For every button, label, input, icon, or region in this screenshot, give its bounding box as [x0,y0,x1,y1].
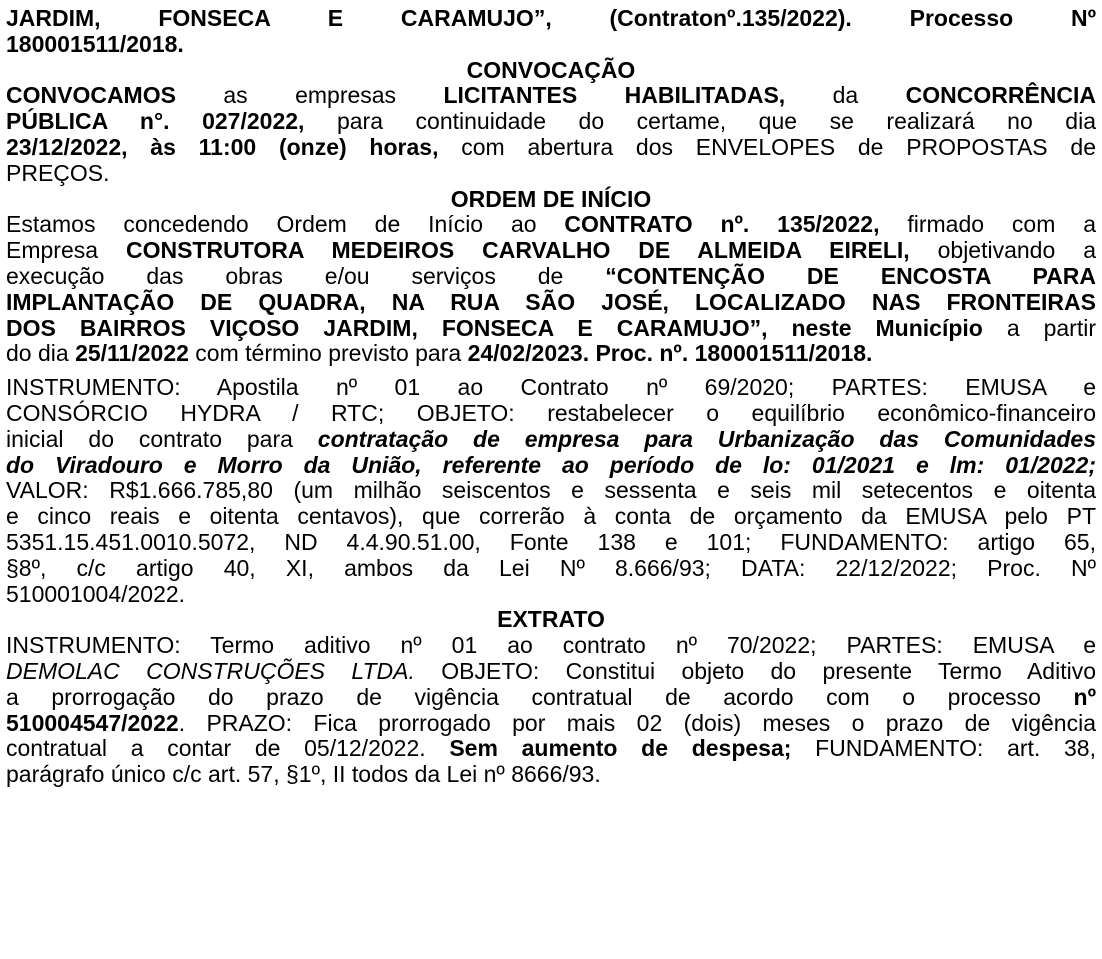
bold-text: CONSTRUTORA MEDEIROS CARVALHO DE ALMEIDA EIRELI, [125,237,910,264]
text: FUNDAMENTO: art. 38, [791,735,1096,762]
text-line [6,32,1096,58]
text: execução das obras e/ou serviços de [6,262,606,289]
document-page [6,6,1096,788]
text-line [6,375,1096,401]
text: CONSÓRCIO HYDRA / RTC; OBJETO: restabelecer o equilíbrio econômico-financeiro [6,399,1096,426]
text-line [6,109,1096,135]
text: com término previsto para [188,340,468,367]
section-heading: EXTRATO [497,606,605,633]
text-line [6,290,1096,316]
text-line [6,83,1096,109]
top-continuation-block [6,6,1096,58]
text: INSTRUMENTO: Termo aditivo nº 01 ao contrato nº 70/2022; PARTES: EMUSA e [6,632,1096,659]
extrato-section [6,607,1096,788]
bold-text: CONCORRÊNCIA [905,82,1097,109]
text: 510001004/2022. [6,580,186,607]
text: Empresa [6,237,126,264]
text: INSTRUMENTO: Apostila nº 01 ao Contrato nº 69/2020; PARTES: EMUSA e [6,374,1096,401]
bold-text: CONTRATO nº. 135/2022, [564,211,880,238]
text-line [6,504,1096,530]
bold-text: 23/12/2022, às 11:00 (onze) horas, [6,133,439,160]
bold-text: PÚBLICA n°. 027/2022, [6,108,305,135]
text: . PRAZO: Fica prorrogado por mais 02 (dois) meses o prazo de vigência [178,709,1096,736]
bold-text: nº [1073,683,1096,710]
text-line [6,685,1096,711]
bold-text: DOS BAIRROS VIÇOSO JARDIM, FONSECA E CARAMUJO”, neste Município [6,314,983,341]
text: PREÇOS. [6,159,110,186]
text-line [6,478,1096,504]
text-line [6,401,1096,427]
text: objetivando a [909,237,1096,264]
convocacao-section [6,58,1096,187]
text: para continuidade do certame, que se realizará no dia [304,108,1096,135]
text-line [6,762,1096,788]
section-heading: CONVOCAÇÃO [466,56,636,83]
text-line [6,659,1096,685]
text-line [6,264,1096,290]
bold-italic-text: do Viradouro e Morro da União, referente ao período de lo: 01/2021 e lm: 01/2022; [6,451,1096,478]
text-line [6,633,1096,659]
text-line [6,453,1096,479]
text-line [6,316,1096,342]
text-line [6,6,1096,32]
bold-text: IMPLANTAÇÃO DE QUADRA, NA RUA SÃO JOSÉ, LOCALIZADO NAS FRONTEIRAS [6,288,1096,315]
text-line [6,556,1096,582]
text: contratual a contar de 05/12/2022. [6,735,450,762]
text: §8º, c/c artigo 40, XI, ambos da Lei Nº 8.666/93; DATA: 22/12/2022; Proc. Nº [6,554,1096,581]
text-line [6,238,1096,264]
text: VALOR: R$1.666.785,80 (um milhão seiscentos e sessenta e seis mil setecentos e oitenta [6,477,1096,504]
text-line [6,711,1096,737]
text-line [6,530,1096,556]
bold-text: 180001511/2018. [6,30,184,57]
text-line [6,341,1096,367]
text-line [6,135,1096,161]
text: firmado com a [879,211,1097,238]
bold-text: 24/02/2023. Proc. nº. 180001511/2018. [467,340,873,367]
text: com abertura dos ENVELOPES de PROPOSTAS de [438,133,1097,160]
bold-text: 25/11/2022 [75,340,189,367]
text: 5351.15.451.0010.5072, ND 4.4.90.51.00, Fonte 138 e 101; FUNDAMENTO: artigo 65, [6,528,1096,555]
text-line [6,736,1096,762]
text: inicial do contrato para [6,425,318,452]
text-line [6,212,1096,238]
text: do dia [6,340,76,367]
text-line [6,161,1096,187]
text: a prorrogação do prazo de vigência contratual de acordo com o processo [6,683,1074,710]
text: OBJETO: Constitui objeto do presente Termo Aditivo [414,657,1096,684]
ordem-de-inicio-section [6,187,1096,368]
text: da [785,82,906,109]
text-line [6,427,1096,453]
bold-text: Sem aumento de despesa; [449,735,792,762]
section-heading: ORDEM DE INÍCIO [450,185,652,212]
text: a partir [982,314,1096,341]
bold-text: “CONTENÇÃO DE ENCOSTA PARA [605,262,1096,289]
bold-text: LICITANTES HABILITADAS, [443,82,786,109]
text: as empresas [175,82,444,109]
text-line [6,582,1096,608]
bold-italic-text: contratação de empresa para Urbanização das Comunidades [317,425,1096,452]
bold-text: 510004547/2022 [6,709,179,736]
bold-text: CONVOCAMOS [6,82,176,109]
apostila-section [6,375,1096,607]
text: e cinco reais e oitenta centavos), que correrão à conta de orçamento da EMUSA pelo PT [6,503,1096,530]
bold-text: JARDIM, FONSECA E CARAMUJO”, (Contratonº.135/2022). Processo Nº [6,5,1096,31]
text: Estamos concedendo Ordem de Início ao [6,211,565,238]
italic-text: DEMOLAC CONSTRUÇÕES LTDA. [6,657,415,684]
text: parágrafo único c/c art. 57, §1º, II todos da Lei nº 8666/93. [6,761,601,788]
